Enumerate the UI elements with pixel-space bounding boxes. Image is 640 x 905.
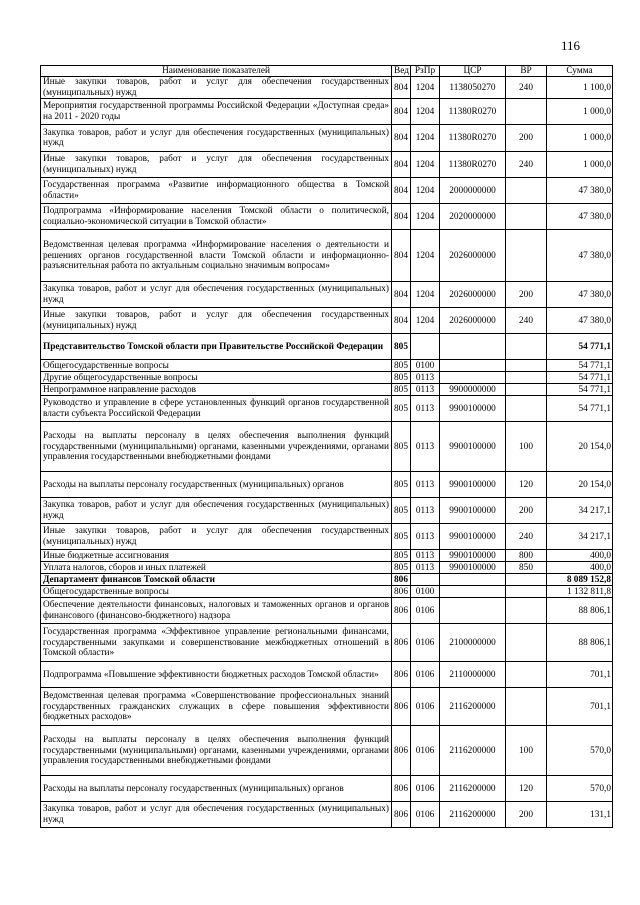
row-vr: 850 — [506, 562, 547, 574]
row-vr — [506, 99, 547, 125]
row-ved: 804 — [392, 204, 411, 230]
row-sum: 1 132 811,8 — [547, 586, 613, 598]
row-ved: 805 — [392, 562, 411, 574]
row-csr: 11380R0270 — [440, 125, 506, 152]
row-ved: 806 — [392, 802, 411, 828]
table-row — [41, 524, 613, 550]
row-name: Иные бюджетные ассигнования — [41, 550, 392, 562]
header-vr: ВР — [506, 66, 547, 77]
budget-table — [40, 65, 613, 828]
row-vr: 240 — [506, 524, 547, 550]
row-sum: 47 380,0 — [547, 204, 613, 230]
row-ved: 804 — [392, 308, 411, 334]
row-name: Общегосударственные вопросы — [41, 586, 392, 598]
row-rzpr: 0100 — [411, 586, 440, 598]
row-vr — [506, 230, 547, 282]
row-ved: 806 — [392, 688, 411, 726]
row-sum: 1 100,0 — [547, 77, 613, 99]
row-sum: 88 806,1 — [547, 598, 613, 624]
row-vr: 240 — [506, 152, 547, 178]
table-row — [41, 125, 613, 152]
row-rzpr: 0113 — [411, 498, 440, 524]
row-sum: 47 380,0 — [547, 282, 613, 308]
row-vr: 200 — [506, 802, 547, 828]
row-ved: 806 — [392, 624, 411, 662]
row-ved: 804 — [392, 230, 411, 282]
table-header-row — [41, 66, 613, 77]
row-name: Департамент финансов Томской области — [41, 574, 392, 586]
row-rzpr: 1204 — [411, 178, 440, 204]
row-name: Руководство и управление в сфере установленных функций органов государственной власти субъекта Российской Федерации — [41, 396, 392, 422]
row-csr: 2000000000 — [440, 178, 506, 204]
table-row — [41, 282, 613, 308]
row-rzpr: 0113 — [411, 396, 440, 422]
row-vr: 240 — [506, 77, 547, 99]
row-vr — [506, 688, 547, 726]
row-sum: 47 380,0 — [547, 230, 613, 282]
table-row — [41, 372, 613, 384]
row-vr — [506, 372, 547, 384]
row-name: Ведомственная целевая программа «Информирование населения о деятельности и решениях органов государственной власти Томской области и информационно-разъяснительная работа по актуальным социально значимым вопросам» — [41, 230, 392, 282]
row-sum: 400,0 — [547, 562, 613, 574]
row-name: Другие общегосударственные вопросы — [41, 372, 392, 384]
row-rzpr: 1204 — [411, 204, 440, 230]
row-sum: 570,0 — [547, 726, 613, 776]
row-vr — [506, 624, 547, 662]
row-name: Уплата налогов, сборов и иных платежей — [41, 562, 392, 574]
row-ved: 806 — [392, 586, 411, 598]
row-ved: 805 — [392, 550, 411, 562]
row-csr: 9900100000 — [440, 550, 506, 562]
row-sum: 54 771,1 — [547, 396, 613, 422]
row-csr: 2116200000 — [440, 726, 506, 776]
row-name: Иные закупки товаров, работ и услуг для обеспечения государственных (муниципальных) нужд — [41, 152, 392, 178]
row-sum: 570,0 — [547, 776, 613, 802]
row-sum: 20 154,0 — [547, 472, 613, 498]
row-name: Государственная программа «Развитие информационного общества в Томской области» — [41, 178, 392, 204]
row-csr: 1138050270 — [440, 77, 506, 99]
row-csr: 9900100000 — [440, 498, 506, 524]
row-sum: 20 154,0 — [547, 422, 613, 472]
row-csr: 2116200000 — [440, 802, 506, 828]
row-rzpr: 1204 — [411, 99, 440, 125]
row-csr: 2116200000 — [440, 688, 506, 726]
row-csr: 9900100000 — [440, 524, 506, 550]
row-ved: 806 — [392, 726, 411, 776]
table-row — [41, 776, 613, 802]
row-sum: 88 806,1 — [547, 624, 613, 662]
table-row — [41, 472, 613, 498]
row-ved: 805 — [392, 472, 411, 498]
row-name: Общегосударственные вопросы — [41, 360, 392, 372]
table-row — [41, 562, 613, 574]
table-row — [41, 230, 613, 282]
row-rzpr: 0113 — [411, 524, 440, 550]
table-row — [41, 598, 613, 624]
row-name: Непрограммное направление расходов — [41, 384, 392, 396]
row-csr: 9900100000 — [440, 472, 506, 498]
row-sum: 34 217,1 — [547, 524, 613, 550]
row-ved: 806 — [392, 598, 411, 624]
header-rzpr: РзПр — [411, 66, 440, 77]
header-ved: Вед — [392, 66, 411, 77]
header-csr: ЦСР — [440, 66, 506, 77]
row-name: Мероприятия государственной программы Российской Федерации «Доступная среда» на 2011 - 2020 годы — [41, 99, 392, 125]
row-rzpr: 0113 — [411, 472, 440, 498]
table-row — [41, 574, 613, 586]
row-sum: 54 771,1 — [547, 384, 613, 396]
row-csr — [440, 574, 506, 586]
row-rzpr: 1204 — [411, 308, 440, 334]
row-rzpr: 0100 — [411, 360, 440, 372]
row-ved: 805 — [392, 360, 411, 372]
row-sum: 1 000,0 — [547, 99, 613, 125]
row-rzpr: 0106 — [411, 776, 440, 802]
row-ved: 804 — [392, 152, 411, 178]
row-rzpr: 0106 — [411, 688, 440, 726]
table-row — [41, 384, 613, 396]
row-ved: 806 — [392, 662, 411, 688]
table-row — [41, 396, 613, 422]
row-csr: 11380R0270 — [440, 99, 506, 125]
row-sum: 131,1 — [547, 802, 613, 828]
row-rzpr: 0113 — [411, 372, 440, 384]
row-csr — [440, 360, 506, 372]
row-name: Расходы на выплаты персоналу в целях обеспечения выполнения функций государственными (муниципальными) органами, казенными учреждениями, органами управления государственными внебюджетными фондами — [41, 726, 392, 776]
row-sum: 1 000,0 — [547, 152, 613, 178]
row-vr — [506, 384, 547, 396]
row-csr: 9900100000 — [440, 422, 506, 472]
row-csr: 9900000000 — [440, 384, 506, 396]
row-rzpr: 1204 — [411, 152, 440, 178]
row-vr — [506, 396, 547, 422]
row-vr — [506, 334, 547, 360]
row-ved: 805 — [392, 384, 411, 396]
row-vr: 800 — [506, 550, 547, 562]
row-vr — [506, 662, 547, 688]
row-name: Обеспечение деятельности финансовых, налоговых и таможенных органов и органов финансового (финансово-бюджетного) надзора — [41, 598, 392, 624]
row-name: Закупка товаров, работ и услуг для обеспечения государственных (муниципальных) нужд — [41, 498, 392, 524]
row-sum: 47 380,0 — [547, 178, 613, 204]
row-rzpr: 0113 — [411, 422, 440, 472]
table-row — [41, 204, 613, 230]
row-name: Подпрограмма «Повышение эффективности бюджетных расходов Томской области» — [41, 662, 392, 688]
row-ved: 804 — [392, 77, 411, 99]
row-vr — [506, 204, 547, 230]
row-vr: 200 — [506, 282, 547, 308]
header-sum: Сумма — [547, 66, 613, 77]
row-name: Иные закупки товаров, работ и услуг для обеспечения государственных (муниципальных) нужд — [41, 308, 392, 334]
row-rzpr: 0106 — [411, 624, 440, 662]
row-sum: 701,1 — [547, 688, 613, 726]
row-rzpr: 1204 — [411, 282, 440, 308]
table-row — [41, 688, 613, 726]
row-sum: 8 089 152,8 — [547, 574, 613, 586]
table-row — [41, 726, 613, 776]
row-sum: 1 000,0 — [547, 125, 613, 152]
row-rzpr: 0106 — [411, 662, 440, 688]
row-ved: 805 — [392, 524, 411, 550]
row-name: Представительство Томской области при Правительстве Российской Федерации — [41, 334, 392, 360]
row-rzpr: 0113 — [411, 562, 440, 574]
row-vr — [506, 574, 547, 586]
row-vr — [506, 598, 547, 624]
row-ved: 804 — [392, 282, 411, 308]
header-name: Наименование показателей — [41, 66, 392, 77]
row-sum: 34 217,1 — [547, 498, 613, 524]
row-vr — [506, 586, 547, 598]
row-sum: 47 380,0 — [547, 308, 613, 334]
row-rzpr: 0113 — [411, 384, 440, 396]
table-row — [41, 178, 613, 204]
table-row — [41, 77, 613, 99]
row-name: Подпрограмма «Информирование населения Томской области о политической, социально-экономической ситуации в Томской области» — [41, 204, 392, 230]
row-csr: 2026000000 — [440, 282, 506, 308]
row-vr: 100 — [506, 726, 547, 776]
row-ved: 804 — [392, 125, 411, 152]
table-row — [41, 550, 613, 562]
row-sum: 54 771,1 — [547, 360, 613, 372]
row-rzpr: 0113 — [411, 550, 440, 562]
row-name: Расходы на выплаты персоналу государственных (муниципальных) органов — [41, 776, 392, 802]
row-ved: 804 — [392, 178, 411, 204]
table-body — [41, 77, 613, 828]
row-csr: 2020000000 — [440, 204, 506, 230]
row-sum: 54 771,1 — [547, 334, 613, 360]
row-rzpr: 0106 — [411, 802, 440, 828]
row-name: Государственная программа «Эффективное управление региональными финансами, государственными закупками и совершенствование межбюджетных отношений в Томской области» — [41, 624, 392, 662]
row-rzpr: 1204 — [411, 77, 440, 99]
row-ved: 805 — [392, 396, 411, 422]
row-ved: 805 — [392, 372, 411, 384]
row-name: Ведомственная целевая программа «Совершенствование профессиональных знаний государственных гражданских служащих в сфере повышения эффективности бюджетных расходов» — [41, 688, 392, 726]
row-vr — [506, 360, 547, 372]
row-rzpr: 0106 — [411, 598, 440, 624]
table-row — [41, 586, 613, 598]
row-rzpr: 0106 — [411, 726, 440, 776]
row-csr — [440, 372, 506, 384]
row-csr: 2026000000 — [440, 230, 506, 282]
row-name: Иные закупки товаров, работ и услуг для обеспечения государственных (муниципальных) нужд — [41, 524, 392, 550]
row-sum: 701,1 — [547, 662, 613, 688]
row-csr: 9900100000 — [440, 396, 506, 422]
row-ved: 805 — [392, 334, 411, 360]
row-vr: 120 — [506, 776, 547, 802]
row-ved: 805 — [392, 422, 411, 472]
table-row — [41, 99, 613, 125]
row-name: Закупка товаров, работ и услуг для обеспечения государственных (муниципальных) нужд — [41, 125, 392, 152]
row-csr: 2026000000 — [440, 308, 506, 334]
row-rzpr: 1204 — [411, 125, 440, 152]
row-csr — [440, 334, 506, 360]
table-row — [41, 334, 613, 360]
row-rzpr — [411, 334, 440, 360]
row-vr: 200 — [506, 498, 547, 524]
row-vr: 100 — [506, 422, 547, 472]
row-csr: 11380R0270 — [440, 152, 506, 178]
row-rzpr: 1204 — [411, 230, 440, 282]
row-csr — [440, 586, 506, 598]
row-name: Закупка товаров, работ и услуг для обеспечения государственных (муниципальных) нужд — [41, 282, 392, 308]
row-csr: 2116200000 — [440, 776, 506, 802]
table-row — [41, 360, 613, 372]
row-vr — [506, 178, 547, 204]
row-rzpr — [411, 574, 440, 586]
row-name: Расходы на выплаты персоналу в целях обеспечения выполнения функций государственными (муниципальными) органами, казенными учреждениями, органами управления государственными внебюджетными фондами — [41, 422, 392, 472]
table-row — [41, 152, 613, 178]
row-vr: 120 — [506, 472, 547, 498]
row-csr — [440, 598, 506, 624]
table-row — [41, 308, 613, 334]
table-row — [41, 422, 613, 472]
row-csr: 2100000000 — [440, 624, 506, 662]
table-row — [41, 662, 613, 688]
row-ved: 805 — [392, 498, 411, 524]
row-name: Закупка товаров, работ и услуг для обеспечения государственных (муниципальных) нужд — [41, 802, 392, 828]
row-csr: 2110000000 — [440, 662, 506, 688]
row-sum: 54 771,1 — [547, 372, 613, 384]
row-ved: 806 — [392, 776, 411, 802]
table-row — [41, 624, 613, 662]
row-vr: 240 — [506, 308, 547, 334]
row-csr: 9900100000 — [440, 562, 506, 574]
row-name: Расходы на выплаты персоналу государственных (муниципальных) органов — [41, 472, 392, 498]
row-name: Иные закупки товаров, работ и услуг для обеспечения государственных (муниципальных) нужд — [41, 77, 392, 99]
row-sum: 400,0 — [547, 550, 613, 562]
page-number: 116 — [561, 38, 581, 53]
row-ved: 804 — [392, 99, 411, 125]
row-ved: 806 — [392, 574, 411, 586]
row-vr: 200 — [506, 125, 547, 152]
table-row — [41, 498, 613, 524]
table-row — [41, 802, 613, 828]
